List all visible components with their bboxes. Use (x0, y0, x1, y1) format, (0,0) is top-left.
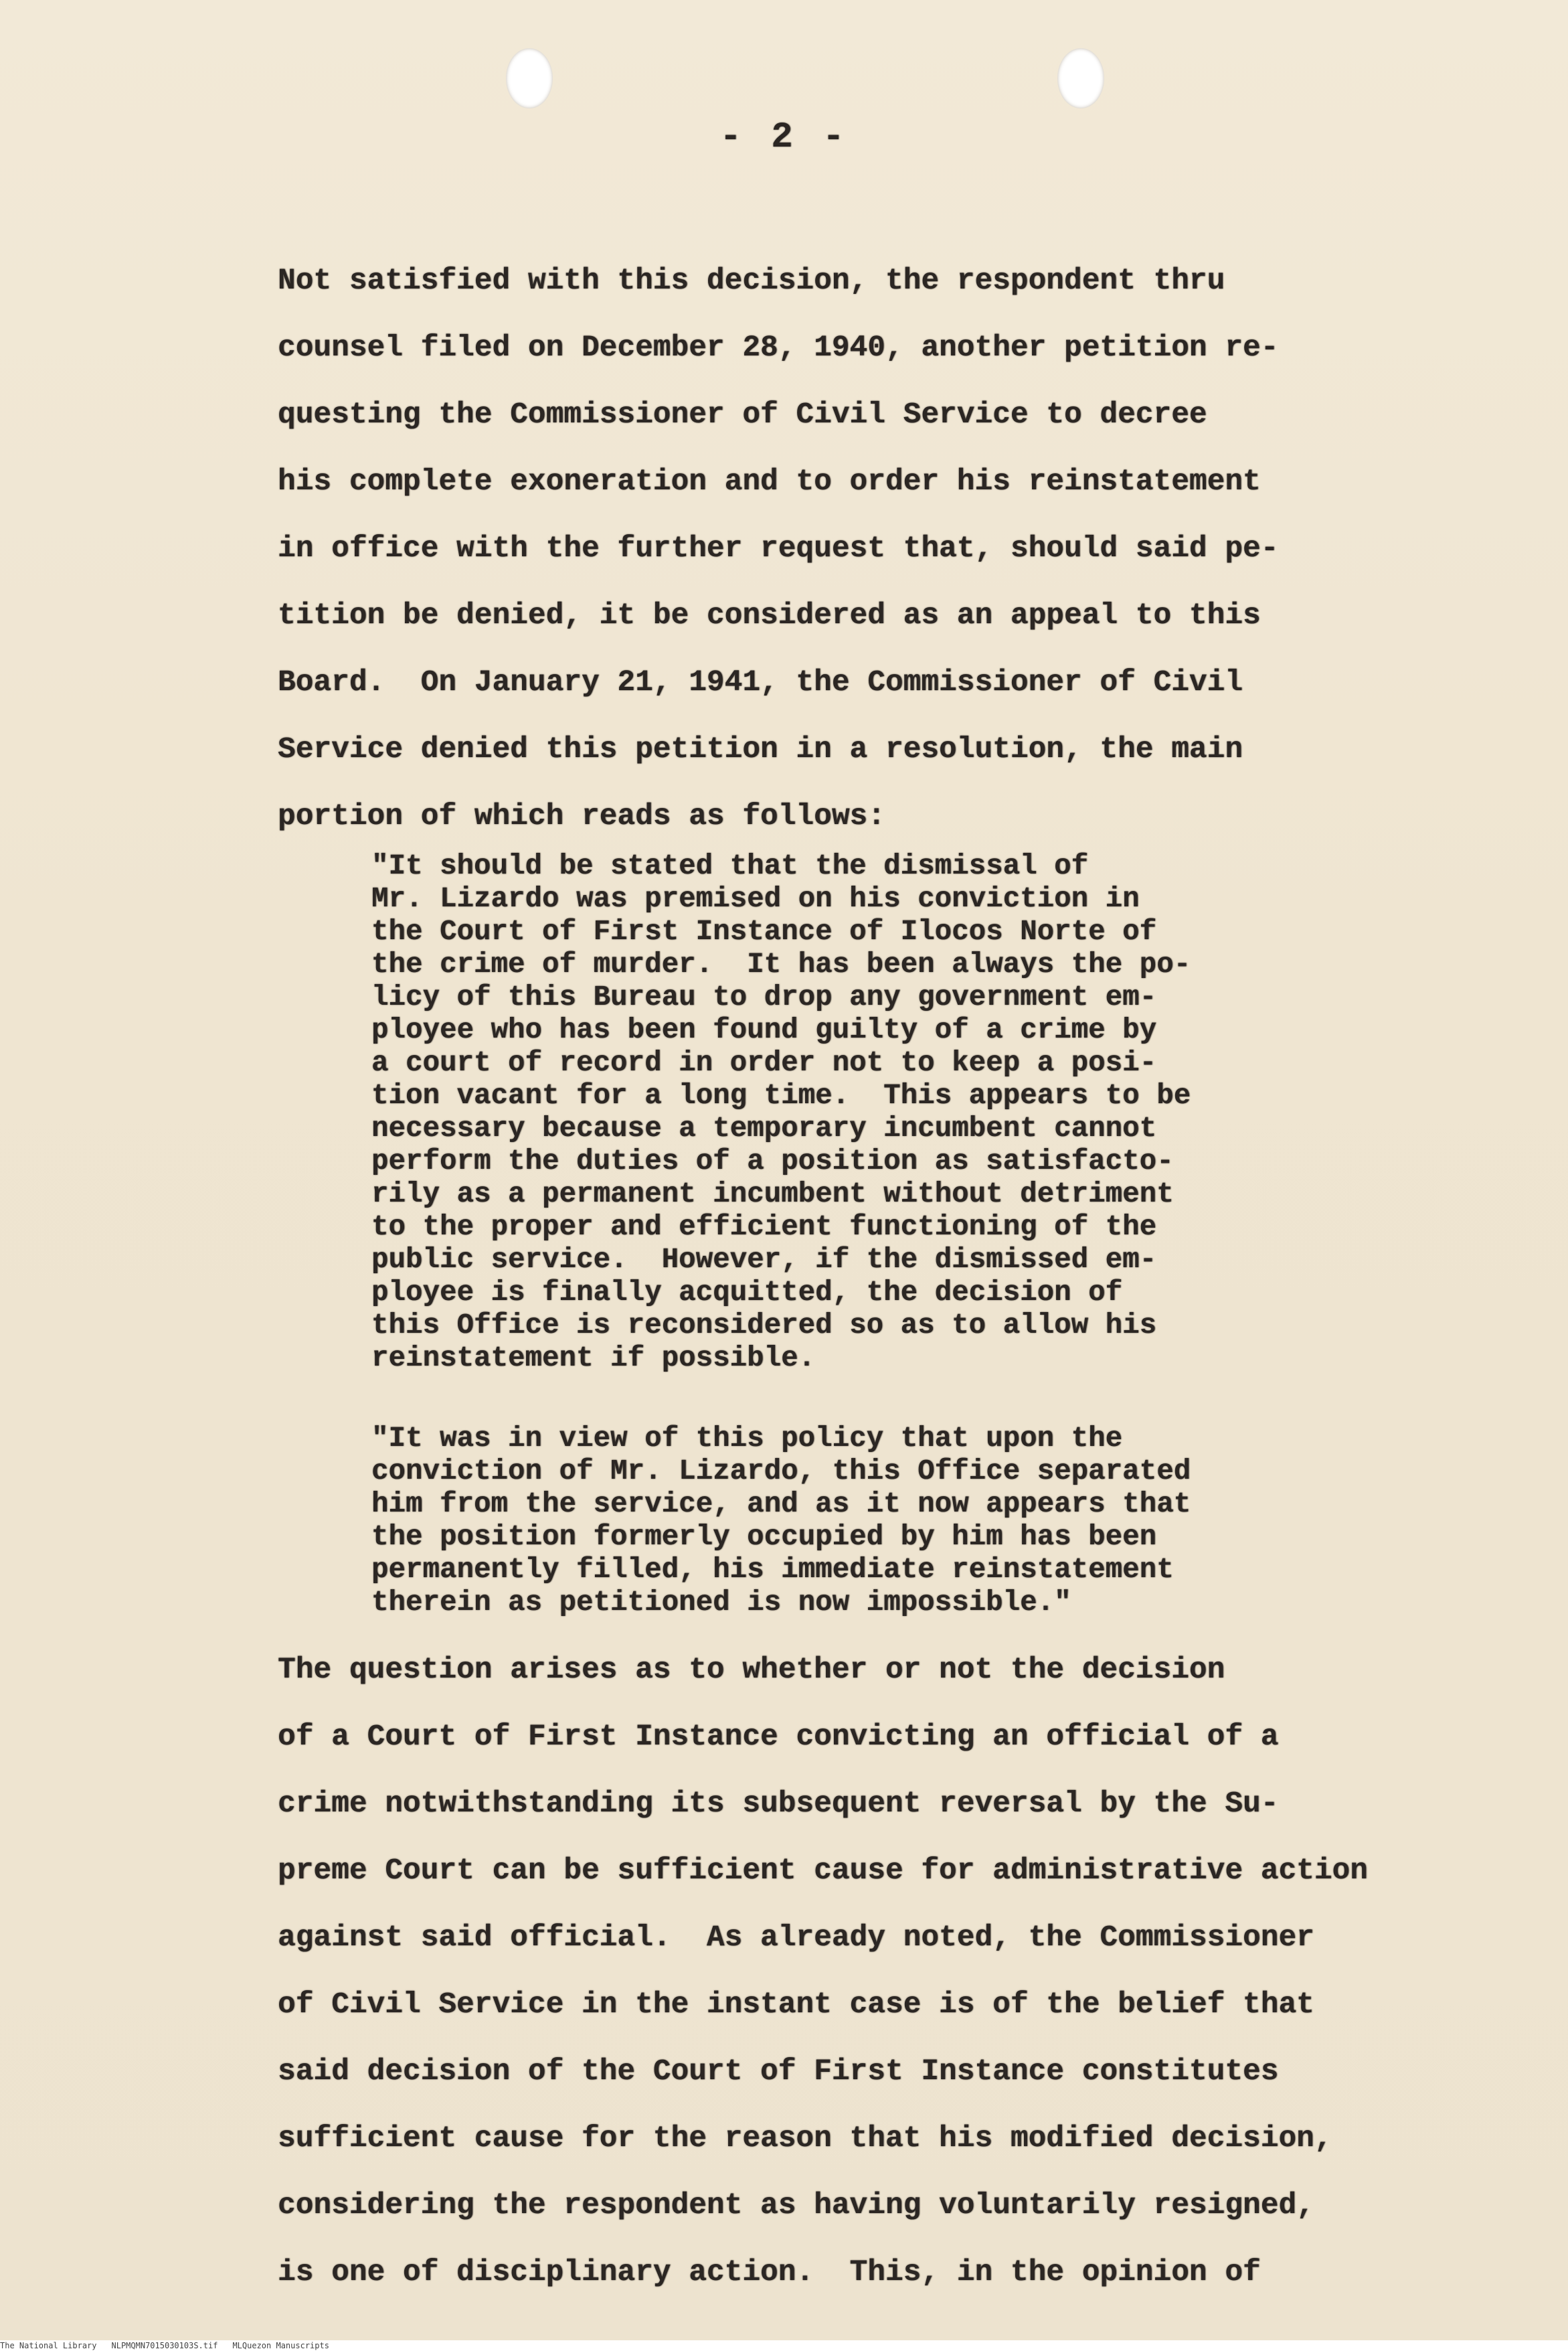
paragraph-line: The question arises as to whether or not the decision (278, 1653, 1225, 1687)
quote-line: tion vacant for a long time. This appears to be (371, 1080, 1191, 1112)
quote-line: conviction of Mr. Lizardo, this Office separated (371, 1455, 1191, 1487)
punch-hole-right (1057, 48, 1104, 108)
quote-line: perform the duties of a position as satisfacto- (371, 1145, 1174, 1178)
paragraph-2 (278, 1637, 1368, 2306)
quote-line: him from the service, and as it now appears that (371, 1488, 1191, 1520)
paragraph-line: crime notwithstanding its subsequent reversal by the Su- (278, 1787, 1279, 1821)
paragraph-line: in office with the further request that, should said pe- (278, 532, 1279, 566)
quote-line: the position formerly occupied by him has been (371, 1521, 1157, 1553)
footer-library: The National Library (0, 2341, 97, 2350)
quote-line: the Court of First Instance of Ilocos Norte of (371, 916, 1157, 948)
page-number: - 2 - (719, 117, 849, 158)
paragraph-line: Not satisfied with this decision, the respondent thru (278, 264, 1225, 298)
footer-collection: MLQuezon Manuscripts (232, 2341, 329, 2350)
paragraph-line: Board. On January 21, 1941, the Commissioner of Civil (278, 666, 1243, 700)
block-quote-1 (371, 850, 1191, 1375)
paragraph-line: sufficient cause for the reason that his modified decision, (278, 2122, 1332, 2156)
quote-line: licy of this Bureau to drop any government em- (371, 981, 1157, 1014)
quote-line: "It was in view of this policy that upon the (371, 1423, 1123, 1455)
quote-line: ployee who has been found guilty of a crime by (371, 1014, 1157, 1046)
quote-line: rily as a permanent incumbent without detriment (371, 1178, 1174, 1210)
quote-line: necessary because a temporary incumbent cannot (371, 1113, 1157, 1145)
paragraph-line: is one of disciplinary action. This, in the opinion of (278, 2256, 1261, 2289)
quote-line: permanently filled, his immediate reinstatement (371, 1554, 1174, 1586)
quote-line: "It should be stated that the dismissal of (371, 850, 1089, 882)
quote-line: public service. However, if the dismissed em- (371, 1244, 1157, 1276)
paragraph-line: questing the Commissioner of Civil Service to decree (278, 398, 1207, 432)
paragraph-line: of a Court of First Instance convicting an official of a (278, 1720, 1279, 1754)
quote-line: ployee is finally acquitted, the decision of (371, 1277, 1123, 1309)
paragraph-line: against said official. As already noted, the Commissioner (278, 1921, 1314, 1955)
paragraph-line: portion of which reads as follows: (278, 800, 885, 833)
paragraph-line: of Civil Service in the instant case is of the belief that (278, 1988, 1314, 2022)
paragraph-line: considering the respondent as having voluntarily resigned, (278, 2189, 1314, 2222)
paragraph-line: said decision of the Court of First Instance constitutes (278, 2055, 1279, 2089)
paragraph-line: tition be denied, it be considered as an appeal to this (278, 599, 1261, 633)
quote-line: the crime of murder. It has been always the po- (371, 949, 1191, 981)
quote-line: to the proper and efficient functioning of the (371, 1211, 1157, 1243)
quote-line: this Office is reconsidered so as to allow his (371, 1309, 1157, 1342)
quote-line: a court of record in order not to keep a posi- (371, 1047, 1157, 1079)
quote-line: Mr. Lizardo was premised on his conviction in (371, 883, 1140, 915)
paragraph-line: Service denied this petition in a resolution, the main (278, 733, 1243, 766)
paragraph-1 (278, 248, 1278, 850)
punch-hole-left (506, 48, 553, 108)
paragraph-line: preme Court can be sufficient cause for administrative action (278, 1854, 1368, 1888)
block-quote-2 (371, 1423, 1191, 1619)
paragraph-line: counsel filed on December 28, 1940, another petition re- (278, 331, 1279, 365)
footer-file: NLPMQMN7015030103S.tif (111, 2341, 218, 2350)
quote-line: reinstatement if possible. (371, 1342, 816, 1374)
scan-footer (0, 2340, 1568, 2351)
paragraph-line: his complete exoneration and to order his reinstatement (278, 465, 1261, 499)
quote-line: therein as petitioned is now impossible." (371, 1587, 1071, 1619)
